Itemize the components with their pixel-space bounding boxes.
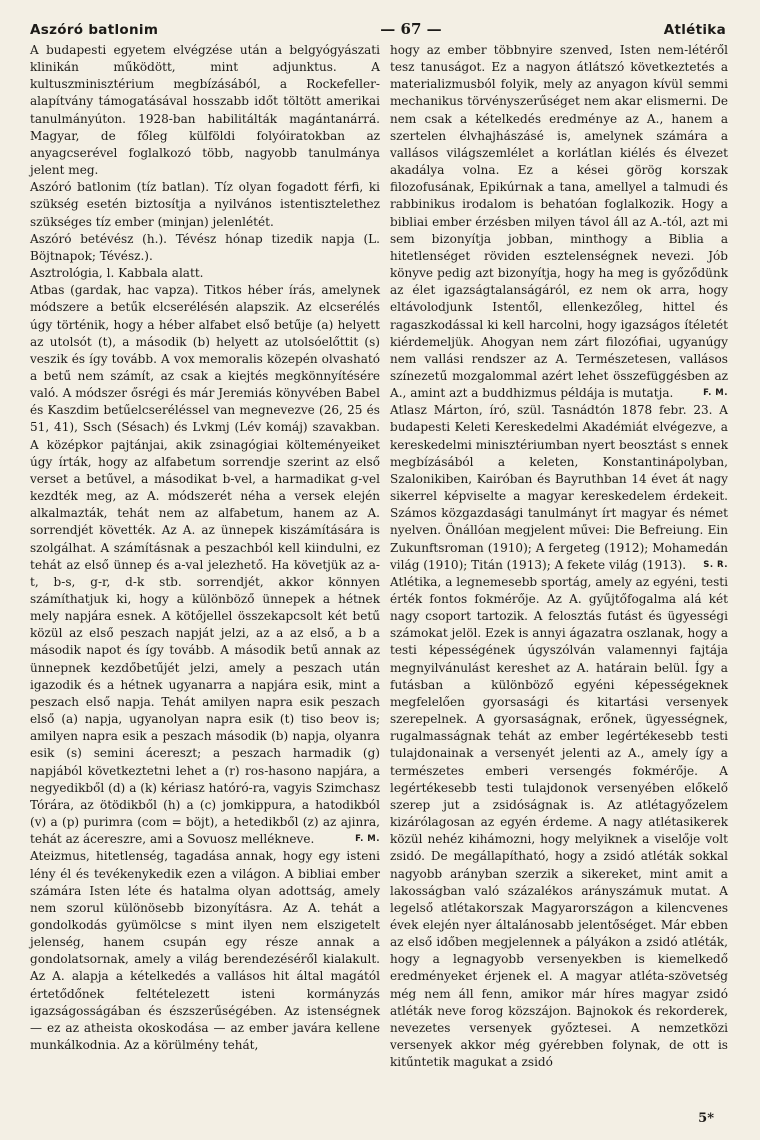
entry-atbas — [30, 282, 380, 848]
entry-atbas-text: Atbas (gardak, hac vapza). Titkos héber írás, amelynek módszere a betűk elcserélésén alapszik. Az elcserélés úgy történik, hogy a héber alfabet első betűje (a) helyett az utolsót (t), a második (b) helyett az utolsóelőttit (s) veszik és így tovább. A vox memoralis közepén olvasható a betű nem számít, az csak a kiejtés megkönnyítésére való. A módszer ősrégi és már Jeremiás könyvében Babel és Kaszdim betűelcseréléssel van megnevezve (26, 25 és 51, 41), Ssch (Sésach) és Lvkmj (Lév komáj) szavakban. A középkor pajtánjai, akik zsinagógiai költeményeiket úgy írták, hogy az alfabetum sorrendje szerint az első verset a betűvel, a másodikat b-vel, a harmadikat g-vel kezdték meg, az A. módszerét néha a versek elején alkalmazták, tehát nem az alfabetum, hanem az A. sorrendjét követték. Az A. az ünnepek kiszámítására is szolgálhat. A számításnak a peszachból kell kiindulni, ez tehát az első ünnep és a-val jelezhető. Ha követjük az a-t, b-s, g-r, d-k stb. sorrendjét, akkor könnyen számíthatjuk ki, hogy a különböző ünnepek a hétnek mely napjára esnek. A kötőjellel összekapcsolt két betű közül az első peszach napját jelzi, az a az első, a b a második napot és így tovább. A második betű annak az ünnepnek kezdőbetűjét jelzi, amely a peszach után igazodik és a hétnek ugyanarra a napjára esik, mint a peszach első napja. Tehát amilyen napra esik peszach első (a) napja, ugyanolyan napra esik (t) tiso beov is; amilyen napra esik a peszach második (b) napja, olyanra esik (s) semini ácereszt; a peszach harmadik (g) napjából következtetni lehet a (r) ros-hasono napjára, a negyedikből (d) a (k) kériasz hatóró-ra, vagyis Szimchasz Tórára, az ötödikből (h) a (c) jomkippura, a hatodikból (v) a (p) purimra (com = böjt), a hetedikből (z) az ajinra, tehát az ácereszre, ami a Sovuosz mellékneve. — [30, 283, 380, 847]
entry-ateizmus-continued-text: hogy az ember többnyire szenved, Isten nem-létéről tesz tanuságot. Ez a nagyon átlátszó következtetés a materializmusból folyik, mely az anyagon kívül semmi mechanikus törvényszerűséget nem akar elismerni. De nem csak a kételkedés eredménye az A., hanem a szertelen élvhajhászásé is, amelynek számára a vallásos világszemlélet a korlátlan kiélés és élvezet akadálya volna. Ez a kései görög korszak filozofusának, Epikúrnak a tana, amellyel a talmudi és rabbinikus irodalom is behatóan foglalkozik. Hogy a bibliai ember érzésben milyen távol áll az A.-tól, azt mi sem bizonyítja jobban, minthogy a Biblia a hitetlenséget röviden esztelenségnek nevezi. Jób könyve pedig azt bizonyítja, hogy ha meg is győződünk az élet igazságtalanságáról, ez nem ok arra, hogy eltávolodjunk Istentől, ellenkezőleg, hittel és ragaszkodással ki kell harcolni, hogy igazságos ítéletét kiérdemeljük. Ahogyan nem zárt filozófiai, ugyanúgy nem vallási rendszer az A. Természetesen, vallásos színezetű mozgalommal azért lehet összefüggésben az A., amint azt a buddhizmus példája is mutatja. — [390, 43, 728, 401]
entry-aszoro-batlonim: Aszóró batlonim (tíz batlan). Tíz olyan fogadott férfi, ki szükség esetén biztosítja a nyilvános istentisztelethez szükséges tíz ember (minjan) jelenlétét. — [30, 180, 380, 229]
entry-aszoro-betevesz: Aszóró betévész (h.). Tévész hónap tizedik napja (L. Böjtnapok; Tévész.). — [30, 231, 380, 263]
signature-ateizmus: F. M. — [703, 388, 728, 399]
left-column — [30, 42, 380, 1054]
signature-mark: 5* — [698, 1111, 714, 1126]
running-head-left: Aszóró batlonim — [30, 22, 159, 38]
entry-atletika: Atlétika, a legnemesebb sportág, amely az egyéni, testi érték fontos fokmérője. Az A. gyűjtőfogalma alá két nagy csoport tartozik. A felosztás futást és ügyességi számokat jelöl. Ezek is annyi ágazatra oszlanak, hogy a testi képességének úgyszólván valamennyi fajtája megnyilvánulást kereshet az A. határain belül. Így a futásban a különböző egyéni képességeknek megfelelően gyorsasági és kitartási versenyek szerepelnek. A gyorsaságnak, erőnek, ügyességnek, rugalmasságnak tehát az ember legértékesebb testi tulajdonainak a versenyét jelenti az A., amely így a természetes emberi versengés fokmérője. A legértékesebb testi tulajdonok versenyében előkelő szerep jut a zsidóságnak is. Az atlétagyőzelem kizárólagosan az egyén érdeme. A nagy atlétasikerek közül nehéz kihámozni, hogy melyiknek a viselője volt zsidó. De megállapítható, hogy a zsidó atléták sokkal nagyobb arányban szerzik a sikereket, mint amit a lakosságban való százalékos arányszámuk mutat. A legelső atlétakorszak Magyarországon a kilencvenes évek elején nyer általánosabb jelentőséget. Már ebben az első időben megjelennek a pályákon a zsidó atléták, hogy a legnagyobb versenyekben is kiemelkedő eredményeket érjenek el. A magyar atléta-szövetség még nem áll fenn, amikor már híres magyar zsidó atléták neve forog közszájon. Bajnokok és rekorderek, nevezetes versenyek győztesei. A nemzetközi versenyek akkor még gyérebben folynak, de ott is kitűntetik magukat a zsidó — [390, 574, 728, 1070]
signature-atbas: F. M. — [355, 834, 380, 845]
entry-continuation: A budapesti egyetem elvégzése után a belgyógyászati klinikán működött, mint adjunktus. A kultuszminisztérium megbízásából, a Rockefeller-alapítvány támogatásával hosszabb időt töltött amerikai tanulmányúton. 1928-ban habilitálták magántanárrá. Magyar, de főleg külföldi folyóiratokban az anyagcserével foglalkozó több, nagyobb tanulmánya jelent meg. — [30, 43, 380, 178]
entry-ateizmus: Ateizmus, hitetlenség, tagadása annak, hogy egy isteni lény él és tevékenykedik ezen a világon. A bibliai ember számára Isten léte és hatalma olyan adottság, amely nem szorul különösebb bizonyításra. Az A. tehát a gondolkodás gyümölcse s mint ilyen nem elszigetelt jelenség, hanem csupán egy része annak a gondolatsornak, amely a világ berendezéséről kialakult. Az A. alapja a kételkedés a vallásos hit által magától értetődőnek feltételezett isteni kormányzás igazságosságában és észszerűségében. Az istenségnek — ez az atheista okoskodása — az ember javára kellene munkálkodnia. Az a körülmény tehát, — [30, 849, 380, 1053]
right-column — [390, 42, 728, 1071]
running-head-right: Atlétika — [663, 22, 726, 38]
entry-asztrologia: Asztrológia, l. Kabbala alatt. — [30, 266, 204, 281]
page-number: — 67 — — [380, 20, 442, 38]
entry-atlasz-text: Atlasz Márton, író, szül. Tasnádtón 1878 febr. 23. A budapesti Keleti Kereskedelmi Akadémiát elvégezve, a kereskedelmi minisztériumban nyert beosztást s ennek megbízásából a keleten, Konstantinápolyban, Szalonikiben, Kairóban és Bayruthban 14 évet át nagy sikerrel képviselte a magyar kereskedelem érdekeit. Számos közgazdasági tanulmányt írt magyar és német nyelven. Önállóan megjelent művei: Die Befreiung. Ein Zukunftsroman (1910); A fergeteg (1912); Mohamedán világ (1910); Titán (1913); A fekete világ (1913). — [390, 403, 728, 572]
signature-atlasz: S. R. — [703, 559, 728, 570]
entry-atlasz-marton — [390, 402, 728, 574]
entry-ateizmus-continued — [390, 42, 728, 402]
page-header — [30, 20, 726, 42]
